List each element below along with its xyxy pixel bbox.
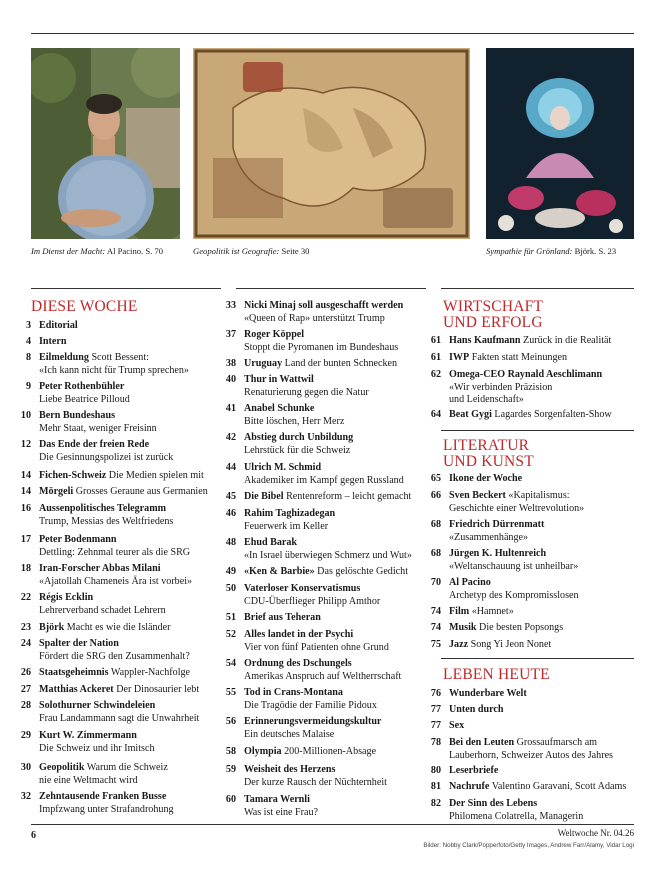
toc-entry-text <box>449 369 602 407</box>
toc-page-number: 10 <box>20 410 31 421</box>
toc-entry-line: Liebe Beatrice Pilloud <box>39 393 130 405</box>
toc-entry-text <box>449 577 579 602</box>
toc-page-number: 74 <box>430 622 441 633</box>
toc-page-number: 82 <box>430 798 441 809</box>
toc-entry-subtext: Rentenreform – leicht gemacht <box>283 491 412 502</box>
toc-entry-subtext: Grossaufmarsch am <box>514 737 598 748</box>
toc-entry-heading: Leserbriefe <box>449 765 499 776</box>
toc-entry-heading: Kurt W. Zimmermann <box>39 730 137 741</box>
caption-map: Geopolitik ist Geografie: Seite 30 <box>193 246 310 256</box>
toc-entry-text <box>39 439 173 464</box>
toc-entry-line: Die Schweiz und ihr Imitsch <box>39 742 155 754</box>
toc-entry-line: Fördert die SRG den Zusammenhalt? <box>39 650 190 662</box>
toc-entry-subtext: Warum die Schweiz <box>84 762 168 773</box>
toc-entry-text <box>39 320 78 333</box>
toc-entry-heading: Wunderbare Welt <box>449 688 527 699</box>
toc-entry-text <box>449 335 611 348</box>
section-leben-heute: LEBEN HEUTE <box>443 666 550 683</box>
toc-page-number: 81 <box>430 781 441 792</box>
toc-entry-heading: Das Ende der freien Rede <box>39 439 150 450</box>
toc-entry-heading: Friedrich Dürrenmatt <box>449 519 545 530</box>
toc-entry-text <box>244 374 369 399</box>
toc-entry-subtext: Valentino Garavani, Scott Adams <box>489 781 627 792</box>
toc-page-number: 8 <box>25 352 31 363</box>
toc-page-number: 38 <box>225 358 236 369</box>
toc-page-number: 59 <box>225 764 236 775</box>
toc-page-number: 50 <box>225 583 236 594</box>
toc-page-number: 40 <box>225 374 236 385</box>
toc-entry-text <box>244 508 335 533</box>
toc-entry-text <box>449 490 584 515</box>
toc-entry-heading: Alles landet in der Psychi <box>244 629 354 640</box>
toc-entry-heading: Eilmeldung <box>39 352 89 363</box>
toc-entry-heading: Erinnerungsvermeidungskultur <box>244 716 382 727</box>
toc-entry-subtext: «Kapitalismus: <box>505 490 570 501</box>
toc-entry-text <box>449 737 613 762</box>
toc-entry-line: «Zusammenhänge» <box>449 531 529 543</box>
toc-entry-subtext: Der Dinosaurier lebt <box>113 684 200 695</box>
toc-entry-line: «Wir verbinden Präzision <box>449 381 553 393</box>
toc-page-number: 29 <box>20 730 31 741</box>
toc-entry-line: Ein deutsches Malaise <box>244 728 335 740</box>
toc-entry-heading: Roger Köppel <box>244 329 305 340</box>
toc-page-number: 23 <box>20 622 31 633</box>
toc-page-number: 12 <box>20 439 31 450</box>
toc-entry-text <box>449 720 464 733</box>
toc-page-number: 58 <box>225 746 236 757</box>
toc-entry-text <box>449 519 544 544</box>
toc-entry-heading: Bern Bundeshaus <box>39 410 116 421</box>
toc-entry-heading: Unten durch <box>449 704 504 715</box>
toc-entry-text <box>244 491 411 504</box>
toc-entry-line: Renaturierung gegen die Natur <box>244 386 369 398</box>
toc-entry-line: «Ich kann nicht für Trump sprechen» <box>39 364 189 376</box>
toc-page-number: 27 <box>20 684 31 695</box>
rule-col2 <box>236 288 426 289</box>
toc-entry-text <box>39 684 199 697</box>
toc-entry-line: Was ist eine Frau? <box>244 806 319 818</box>
section-wirtschaft: WIRTSCHAFT UND ERFOLG <box>443 298 544 331</box>
toc-entry-heading: Jazz <box>449 639 469 650</box>
toc-entry-heading: Ehud Barak <box>244 537 298 548</box>
photo-al-pacino <box>31 48 180 239</box>
toc-page-number: 76 <box>430 688 441 699</box>
toc-entry-subtext: Das gelöschte Gedicht <box>314 566 408 577</box>
rule-leben <box>441 658 634 659</box>
toc-page-number: 30 <box>20 762 31 773</box>
toc-entry-heading: Peter Rothenbühler <box>39 381 125 392</box>
toc-entry-line: Die Gesinnungspolizei ist zurück <box>39 451 174 463</box>
toc-entry-line: «Ajatollah Chameneis Ära ist vorbei» <box>39 575 193 587</box>
section-literatur: LITERATUR UND KUNST <box>443 437 534 470</box>
toc-page-number: 16 <box>20 503 31 514</box>
toc-entry-heading: Brief aus Teheran <box>244 612 321 623</box>
toc-entry-subtext: Macht es wie die Isländer <box>64 622 171 633</box>
toc-page-number: 26 <box>20 667 31 678</box>
toc-entry-line: nie eine Weltmacht wird <box>39 774 138 786</box>
toc-entry-line: Feuerwerk im Keller <box>244 520 329 532</box>
toc-page-number: 17 <box>20 534 31 545</box>
toc-entry-line: Lehrstück für die Schweiz <box>244 444 351 456</box>
toc-entry-line: Der kurze Rausch der Nüchternheit <box>244 776 387 788</box>
toc-page-number: 9 <box>25 381 31 392</box>
toc-page-number: 68 <box>430 548 441 559</box>
toc-page-number: 64 <box>430 409 441 420</box>
toc-entry-line: Geschichte einer Weltrevolution» <box>449 502 585 514</box>
toc-entry-heading: Anabel Schunke <box>244 403 315 414</box>
toc-page-number: 28 <box>20 700 31 711</box>
toc-entry-text <box>449 765 498 778</box>
toc-entry-line: Archetyp des Kompromisslosen <box>449 589 579 601</box>
toc-entry-heading: Nachrufe <box>449 781 490 792</box>
toc-page-number: 32 <box>20 791 31 802</box>
toc-page-number: 22 <box>20 592 31 603</box>
toc-entry-subtext: Die Medien spielen mit <box>106 470 204 481</box>
toc-entry-text <box>39 667 190 680</box>
toc-entry-heading: Sven Beckert <box>449 490 506 501</box>
toc-entry-subtext: Song Yi Jeon Nonet <box>468 639 552 650</box>
toc-entry-subtext: Land der bunten Schnecken <box>282 358 398 369</box>
toc-entry-heading: Ikone der Woche <box>449 473 523 484</box>
toc-entry-text <box>39 503 173 528</box>
toc-entry-line: Bitte löschen, Herr Merz <box>244 415 345 427</box>
toc-entry-heading: Régis Ecklin <box>39 592 94 603</box>
toc-entry-heading: Hans Kaufmann <box>449 335 521 346</box>
toc-page-number: 61 <box>430 352 441 363</box>
toc-entry-subtext: Grosses Geraune aus Germanien <box>73 486 208 497</box>
toc-entry-text <box>449 352 567 365</box>
toc-page-number: 4 <box>25 336 31 347</box>
caption-bjork: Sympathie für Grönland: Björk. S. 23 <box>486 246 617 256</box>
toc-entry-text <box>244 358 397 371</box>
toc-page-number: 45 <box>225 491 236 502</box>
toc-entry-heading: Staatsgeheimnis <box>39 667 109 678</box>
toc-entry-text <box>449 548 578 573</box>
toc-entry-heading: Nicki Minaj soll ausgeschafft werden <box>244 300 404 311</box>
toc-entry-text <box>449 688 527 701</box>
toc-entry-text <box>39 563 192 588</box>
toc-entry-text <box>244 566 408 579</box>
toc-entry-text <box>449 639 551 652</box>
toc-entry-text <box>449 704 504 717</box>
toc-entry-text <box>39 534 190 559</box>
toc-entry-heading: Al Pacino <box>449 577 491 588</box>
toc-entry-text <box>244 658 401 683</box>
toc-page-number: 60 <box>225 794 236 805</box>
toc-entry-subtext: Scott Bessent: <box>88 352 149 363</box>
toc-entry-text <box>244 629 389 654</box>
toc-page-number: 62 <box>430 369 441 380</box>
toc-entry-heading: Thur in Wattwil <box>244 374 314 385</box>
toc-page-number: 56 <box>225 716 236 727</box>
footer-rule <box>31 824 634 825</box>
toc-entry-heading: Zehntausende Franken Busse <box>39 791 167 802</box>
toc-entry-text <box>39 486 208 499</box>
toc-entry-text <box>244 329 398 354</box>
toc-entry-text <box>39 470 204 483</box>
toc-page-number: 77 <box>430 704 441 715</box>
toc-entry-heading: Solothurner Schwindeleien <box>39 700 156 711</box>
toc-page-number: 14 <box>20 486 31 497</box>
toc-entry-heading: Editorial <box>39 320 78 331</box>
toc-page-number: 37 <box>225 329 236 340</box>
toc-entry-subtext: Fakten statt Meinungen <box>469 352 568 363</box>
toc-entry-heading: Jürgen K. Hultenreich <box>449 548 547 559</box>
toc-page-number: 52 <box>225 629 236 640</box>
toc-entry-heading: Fichen-Schweiz <box>39 470 107 481</box>
toc-page-number: 18 <box>20 563 31 574</box>
toc-entry-heading: «Ken & Barbie» <box>244 566 315 577</box>
toc-entry-heading: Omega-CEO Raynald Aeschlimann <box>449 369 603 380</box>
toc-entry-line: Akademiker im Kampf gegen Russland <box>244 474 404 486</box>
toc-entry-line: Vier von fünf Patienten ohne Grund <box>244 641 389 653</box>
toc-entry-text <box>244 300 403 325</box>
toc-entry-text <box>244 583 380 608</box>
toc-page-number: 74 <box>430 606 441 617</box>
toc-entry-heading: Bei den Leuten <box>449 737 515 748</box>
toc-entry-subtext: Zurück in die Realität <box>520 335 612 346</box>
toc-page-number: 61 <box>430 335 441 346</box>
toc-entry-text <box>39 730 155 755</box>
toc-entry-heading: Spalter der Nation <box>39 638 119 649</box>
toc-entry-heading: Tamara Wernli <box>244 794 310 805</box>
image-credits: Bilder: Nobby Clark/Popperfoto/Getty Images, Andrew Farr/Alamy, Vidar Logi <box>423 842 634 849</box>
toc-entry-line: Lehrerverband schadet Lehrern <box>39 604 166 616</box>
toc-page-number: 78 <box>430 737 441 748</box>
toc-entry-heading: Film <box>449 606 470 617</box>
toc-entry-text <box>449 781 626 794</box>
toc-entry-text <box>449 798 583 823</box>
toc-entry-line: CDU-Überflieger Philipp Amthor <box>244 595 381 607</box>
toc-page-number: 46 <box>225 508 236 519</box>
toc-entry-text <box>449 606 514 619</box>
toc-entry-heading: Olympia <box>244 746 282 757</box>
toc-page-number: 66 <box>430 490 441 501</box>
toc-entry-line: Lauberhorn, Schweizer Autos des Jahres <box>449 749 613 761</box>
toc-entry-heading: Aussenpolitisches Telegramm <box>39 503 167 514</box>
toc-entry-line: «In Israel überwiegen Schmerz und Wut» <box>244 549 412 561</box>
toc-entry-heading: Mörgeli <box>39 486 74 497</box>
toc-entry-subtext: Die besten Popsongs <box>476 622 564 633</box>
toc-entry-text <box>449 473 522 486</box>
toc-entry-text <box>244 764 387 789</box>
toc-entry-subtext: 200-Millionen-Absage <box>281 746 377 757</box>
toc-entry-text <box>244 403 344 428</box>
toc-entry-text <box>244 716 381 741</box>
toc-entry-text <box>244 794 318 819</box>
toc-entry-heading: Sex <box>449 720 465 731</box>
toc-entry-line: Stoppt die Pyromanen im Bundeshaus <box>244 341 399 353</box>
toc-entry-subtext: Lagardes Sorgenfalten-Show <box>491 409 612 420</box>
rule-literatur <box>441 430 634 431</box>
toc-page-number: 77 <box>430 720 441 731</box>
toc-entry-text <box>244 462 404 487</box>
page-number: 6 <box>31 830 36 841</box>
toc-page-number: 33 <box>225 300 236 311</box>
toc-entry-line: Mehr Staat, weniger Freisinn <box>39 422 157 434</box>
toc-entry-text <box>244 746 376 759</box>
toc-entry-heading: Matthias Ackeret <box>39 684 114 695</box>
photo-bjork <box>486 48 634 239</box>
toc-entry-heading: Abstieg durch Unbildung <box>244 432 354 443</box>
toc-page-number: 54 <box>225 658 236 669</box>
toc-entry-heading: IWP <box>449 352 470 363</box>
toc-entry-line: Trump, Messias des Weltfriedens <box>39 515 174 527</box>
toc-entry-heading: Rahim Taghizadegan <box>244 508 336 519</box>
toc-entry-text <box>39 410 157 435</box>
toc-entry-line: «Queen of Rap» unterstützt Trump <box>244 312 385 324</box>
section-diese-woche: DIESE WOCHE <box>31 298 138 315</box>
toc-entry-text <box>39 700 199 725</box>
toc-entry-heading: Iran-Forscher Abbas Milani <box>39 563 161 574</box>
toc-page-number: 70 <box>430 577 441 588</box>
toc-entry-text <box>39 638 190 663</box>
toc-entry-text <box>39 622 170 635</box>
toc-page-number: 14 <box>20 470 31 481</box>
toc-entry-heading: Der Sinn des Lebens <box>449 798 538 809</box>
toc-entry-heading: Musik <box>449 622 477 633</box>
toc-page-number: 55 <box>225 687 236 698</box>
toc-entry-heading: Uruguay <box>244 358 283 369</box>
toc-entry-heading: Intern <box>39 336 67 347</box>
toc-entry-text <box>449 622 563 635</box>
toc-entry-heading: Tod in Crans-Montana <box>244 687 343 698</box>
toc-entry-line: und Leidenschaft» <box>449 394 524 405</box>
toc-entry-line: Die Tragödie der Familie Pidoux <box>244 699 377 711</box>
toc-entry-heading: Beat Gygi <box>449 409 492 420</box>
toc-entry-heading: Ordnung des Dschungels <box>244 658 352 669</box>
toc-entry-text <box>244 432 353 457</box>
toc-entry-heading: Geopolitik <box>39 762 85 773</box>
toc-entry-heading: Die Bibel <box>244 491 284 502</box>
toc-entry-text <box>39 336 66 349</box>
toc-entry-line: Dettling: Zehnmal teurer als die SRG <box>39 546 191 558</box>
toc-entry-heading: Björk <box>39 622 65 633</box>
toc-entry-text <box>39 592 166 617</box>
toc-page-number: 44 <box>225 462 236 473</box>
toc-entry-text <box>39 791 174 816</box>
toc-page-number: 48 <box>225 537 236 548</box>
toc-entry-text <box>39 762 168 787</box>
toc-entry-subtext: Wappler-Nachfolge <box>108 667 191 678</box>
toc-entry-subtext: «Hamnet» <box>469 606 514 617</box>
toc-entry-text <box>244 612 321 625</box>
toc-entry-heading: Weisheit des Herzens <box>244 764 336 775</box>
toc-entry-line: Amerikas Anspruch auf Weltherrschaft <box>244 670 402 682</box>
issue-label: Weltwoche Nr. 04.26 <box>557 828 634 838</box>
toc-page-number: 51 <box>225 612 236 623</box>
toc-entry-line: Impfzwang unter Strafandrohung <box>39 803 174 815</box>
rule-col1 <box>31 288 221 289</box>
toc-page-number: 68 <box>430 519 441 530</box>
toc-entry-heading: Vaterloser Konservatismus <box>244 583 361 594</box>
toc-page-number: 41 <box>225 403 236 414</box>
toc-page-number: 75 <box>430 639 441 650</box>
toc-entry-text <box>39 352 189 377</box>
toc-entry-line: Philomena Colatrella, Managerin <box>449 810 584 822</box>
toc-entry-line: «Weltanschauung ist unheilbar» <box>449 560 579 572</box>
rule-col3 <box>441 288 634 289</box>
toc-page-number: 80 <box>430 765 441 776</box>
toc-page-number: 65 <box>430 473 441 484</box>
toc-entry-line: Frau Landammann sagt die Unwahrheit <box>39 712 200 724</box>
toc-page-number: 3 <box>25 320 31 331</box>
toc-entry-heading: Peter Bodenmann <box>39 534 117 545</box>
photo-historic-map <box>193 48 470 239</box>
toc-page-number: 42 <box>225 432 236 443</box>
toc-entry-text <box>449 409 612 422</box>
toc-page-number: 24 <box>20 638 31 649</box>
top-rule <box>31 33 634 34</box>
toc-entry-text <box>244 687 377 712</box>
toc-page-number: 49 <box>225 566 236 577</box>
toc-entry-text <box>244 537 412 562</box>
toc-entry-text <box>39 381 130 406</box>
caption-al-pacino: Im Dienst der Macht: Al Pacino. S. 70 <box>31 246 164 256</box>
toc-entry-heading: Ulrich M. Schmid <box>244 462 322 473</box>
